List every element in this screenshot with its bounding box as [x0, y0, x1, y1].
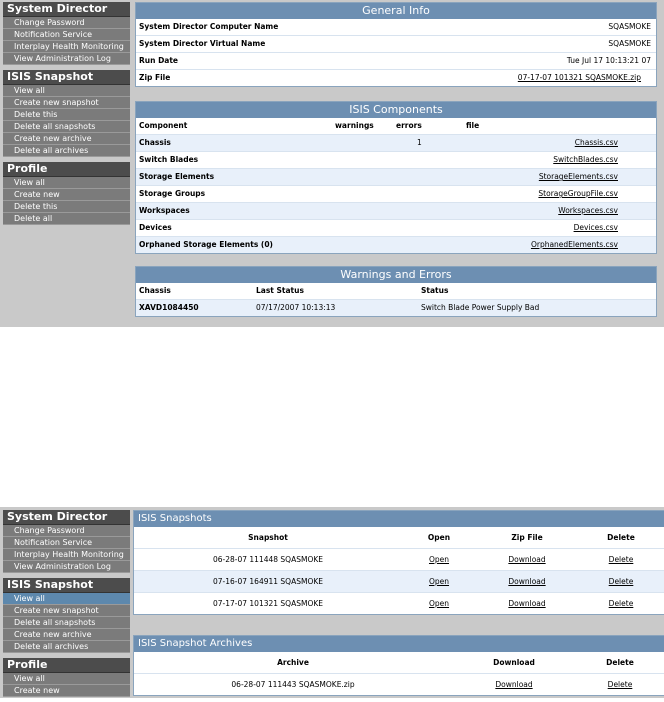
- snapshot-name: 07-17-07 101321 SQASMOKE: [212, 599, 324, 608]
- table-row: [136, 186, 656, 203]
- column-header: Delete: [606, 658, 634, 667]
- sidebar-item-notification-service[interactable]: Notification Service: [3, 537, 130, 549]
- download-link[interactable]: Download: [508, 577, 546, 586]
- sidebar-item-view-admin-log[interactable]: View Administration Log: [3, 561, 130, 573]
- delete-link[interactable]: Delete: [608, 555, 634, 564]
- table-row: [136, 152, 656, 169]
- sidebar-item-delete-all-snapshots[interactable]: Delete all snapshots: [3, 121, 130, 133]
- component-name: Workspaces: [139, 206, 190, 215]
- column-header: Open: [427, 533, 451, 542]
- component-name: Storage Elements: [139, 172, 215, 181]
- column-header: Last Status: [256, 286, 304, 295]
- chassis-id: XAVD1084450: [139, 303, 199, 312]
- last-status: 07/17/2007 10:13:13: [256, 303, 336, 312]
- sidebar-item-profile-delete-all[interactable]: Delete all: [3, 213, 130, 225]
- status-text: Switch Blade Power Supply Bad: [421, 303, 540, 312]
- sidebar-item-create-snapshot[interactable]: Create new snapshot: [3, 97, 130, 109]
- general-info-panel: [135, 2, 657, 87]
- sidebar-item-delete-this[interactable]: Delete this: [3, 109, 130, 121]
- sidebar-section-system-director: [3, 510, 130, 573]
- snapshot-detail-screenshot: [0, 0, 664, 327]
- archive-name: 06-28-07 111443 SQASMOKE.zip: [231, 680, 355, 689]
- table-row: [134, 571, 664, 593]
- sidebar-section-title: System Director: [3, 2, 130, 17]
- sidebar-item-create-archive[interactable]: Create new archive: [3, 629, 130, 641]
- info-row: [136, 36, 656, 53]
- sidebar-section-isis-snapshot: [3, 70, 130, 157]
- snapshot-list-screenshot: [0, 507, 664, 698]
- table-header-row: [136, 118, 656, 135]
- component-name: Chassis: [139, 138, 171, 147]
- csv-link[interactable]: Devices.csv: [573, 223, 618, 232]
- warnings-errors-panel: [135, 266, 657, 317]
- info-label: Zip File: [139, 73, 171, 82]
- download-link[interactable]: Download: [508, 599, 546, 608]
- sidebar-item-health-monitoring[interactable]: Interplay Health Monitoring: [3, 41, 130, 53]
- table-row: [134, 549, 664, 571]
- column-header: Status: [421, 286, 449, 295]
- column-header: warnings: [335, 121, 374, 130]
- snapshot-name: 06-28-07 111448 SQASMOKE: [212, 555, 324, 564]
- column-header: Delete: [607, 533, 635, 542]
- column-header: errors: [396, 121, 422, 130]
- sidebar-item-profile-view-all[interactable]: View all: [3, 673, 130, 685]
- table-row: [136, 169, 656, 186]
- sidebar-item-view-all[interactable]: View all: [3, 593, 130, 605]
- column-header: Component: [139, 121, 188, 130]
- sidebar-item-profile-create-new[interactable]: Create new: [3, 685, 130, 697]
- table-header-row: [134, 527, 664, 549]
- open-link[interactable]: Open: [428, 599, 450, 608]
- sidebar-item-health-monitoring[interactable]: Interplay Health Monitoring: [3, 549, 130, 561]
- component-name: Devices: [139, 223, 172, 232]
- sidebar-section-profile: [3, 658, 130, 697]
- sidebar: [3, 2, 130, 230]
- errors-count: 1: [417, 138, 422, 147]
- sidebar-item-notification-service[interactable]: Notification Service: [3, 29, 130, 41]
- table-row: [136, 135, 656, 152]
- zip-file-link[interactable]: 07-17-07 101321 SQASMOKE.zip: [517, 73, 641, 82]
- panel-title: ISIS Components: [136, 102, 656, 118]
- panel-title: ISIS Snapshot Archives: [134, 636, 664, 652]
- column-header: Download: [493, 658, 535, 667]
- component-name: Orphaned Storage Elements (0): [139, 240, 273, 249]
- table-header-row: [136, 283, 656, 300]
- snapshot-name: 07-16-07 164911 SQASMOKE: [212, 577, 324, 586]
- panel-title: ISIS Snapshots: [134, 511, 664, 527]
- sidebar-section-title: ISIS Snapshot: [3, 578, 130, 593]
- isis-snapshots-panel: [133, 510, 664, 615]
- sidebar-section-title: System Director: [3, 510, 130, 525]
- sidebar-item-view-all[interactable]: View all: [3, 85, 130, 97]
- info-label: Run Date: [139, 56, 179, 65]
- info-label: System Director Computer Name: [139, 22, 279, 31]
- component-name: Storage Groups: [139, 189, 206, 198]
- table-row: [136, 220, 656, 237]
- info-label: System Director Virtual Name: [139, 39, 266, 48]
- sidebar-section-title: ISIS Snapshot: [3, 70, 130, 85]
- sidebar-item-delete-all-archives[interactable]: Delete all archives: [3, 145, 130, 157]
- csv-link[interactable]: Chassis.csv: [574, 138, 618, 147]
- sidebar: [3, 510, 130, 702]
- sidebar-section-title: Profile: [3, 658, 130, 673]
- sidebar-item-change-password[interactable]: Change Password: [3, 525, 130, 537]
- table-row: [134, 593, 664, 614]
- sidebar-section-title: Profile: [3, 162, 130, 177]
- sidebar-item-delete-all-archives[interactable]: Delete all archives: [3, 641, 130, 653]
- sidebar-item-create-archive[interactable]: Create new archive: [3, 133, 130, 145]
- table-row: [136, 203, 656, 220]
- delete-link[interactable]: Delete: [608, 599, 634, 608]
- sidebar-item-create-snapshot[interactable]: Create new snapshot: [3, 605, 130, 617]
- table-header-row: [134, 652, 664, 674]
- sidebar-section-isis-snapshot: [3, 578, 130, 653]
- download-link[interactable]: Download: [495, 680, 533, 689]
- sidebar-item-profile-create-new[interactable]: Create new: [3, 189, 130, 201]
- column-header: Snapshot: [248, 533, 288, 542]
- sidebar-item-profile-view-all[interactable]: View all: [3, 177, 130, 189]
- sidebar-section-profile: [3, 162, 130, 225]
- panel-title: General Info: [136, 3, 656, 19]
- info-value: SQASMOKE: [608, 39, 651, 48]
- info-value: SQASMOKE: [608, 22, 651, 31]
- sidebar-item-profile-delete-this[interactable]: Delete this: [3, 201, 130, 213]
- table-row: [134, 674, 664, 695]
- open-link[interactable]: Open: [428, 577, 450, 586]
- sidebar-section-system-director: [3, 2, 130, 65]
- sidebar-item-change-password[interactable]: Change Password: [3, 17, 130, 29]
- info-row: [136, 70, 656, 86]
- download-link[interactable]: Download: [508, 555, 546, 564]
- isis-components-panel: [135, 101, 657, 254]
- csv-link[interactable]: StorageGroupFile.csv: [538, 189, 618, 198]
- column-header: Zip File: [511, 533, 543, 542]
- csv-link[interactable]: Workspaces.csv: [558, 206, 618, 215]
- sidebar-item-view-admin-log[interactable]: View Administration Log: [3, 53, 130, 65]
- info-value: Tue Jul 17 10:13:21 07: [566, 56, 651, 65]
- open-link[interactable]: Open: [428, 555, 450, 564]
- info-row: [136, 53, 656, 70]
- isis-archives-panel: [133, 635, 664, 696]
- sidebar-item-delete-all-snapshots[interactable]: Delete all snapshots: [3, 617, 130, 629]
- delete-link[interactable]: Delete: [607, 680, 633, 689]
- panel-title: Warnings and Errors: [136, 267, 656, 283]
- column-header: Chassis: [139, 286, 171, 295]
- info-row: [136, 19, 656, 36]
- delete-link[interactable]: Delete: [608, 577, 634, 586]
- column-header: file: [466, 121, 480, 130]
- column-header: Archive: [277, 658, 309, 667]
- csv-link[interactable]: OrphanedElements.csv: [530, 240, 618, 249]
- component-name: Switch Blades: [139, 155, 199, 164]
- csv-link[interactable]: StorageElements.csv: [538, 172, 618, 181]
- table-row: [136, 300, 656, 316]
- csv-link[interactable]: SwitchBlades.csv: [553, 155, 618, 164]
- table-row: [136, 237, 656, 253]
